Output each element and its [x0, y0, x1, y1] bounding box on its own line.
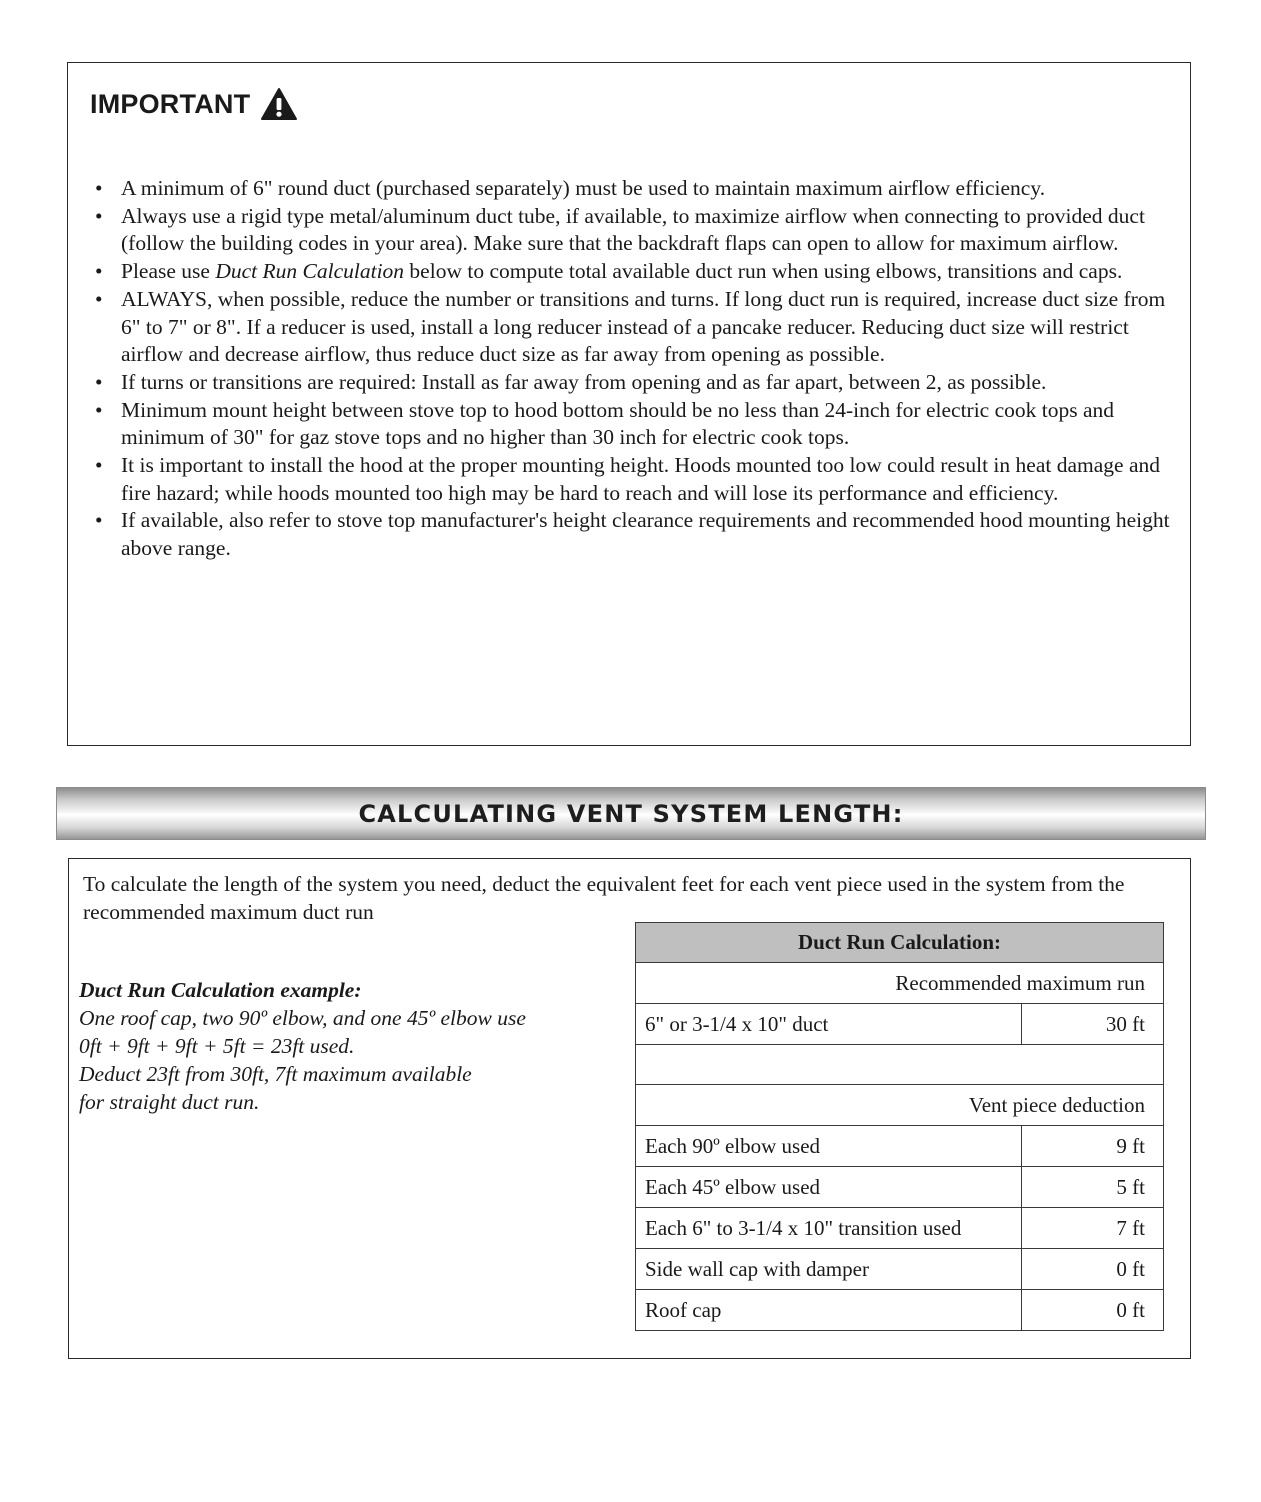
- table-row: [636, 963, 1164, 1004]
- table-row: [636, 1208, 1164, 1249]
- important-item: • If available, also refer to stove top manufacturer's height clearance requirements and recommended hood mounting height above range.: [92, 507, 1172, 562]
- row-label: Each 6" to 3-1/4 x 10" transition used: [636, 1208, 1022, 1249]
- row-value: 7 ft: [1022, 1208, 1164, 1249]
- row-value: 9 ft: [1022, 1126, 1164, 1167]
- duct-run-table: [635, 922, 1164, 1331]
- table-row: [636, 1290, 1164, 1331]
- important-box: [67, 62, 1191, 746]
- warning-icon: [260, 87, 298, 121]
- table-row: [636, 1126, 1164, 1167]
- important-item: • Minimum mount height between stove top to hood bottom should be no less than 24-inch for electric cook tops and minimum of 30" for gaz stove tops and no higher than 30 inch for electric cook tops.: [92, 397, 1172, 452]
- table-header: Duct Run Calculation:: [636, 923, 1164, 963]
- important-item: • If turns or transitions are required: Install as far away from opening and as far apart, between 2, as possible.: [92, 369, 1172, 397]
- important-item: • Always use a rigid type metal/aluminum duct tube, if available, to maximize airflow when connecting to provided duct (follow the building codes in your area). Make sure that the backdraft flaps can open to allow for maximum airflow.: [92, 203, 1172, 258]
- deduction-label: Vent piece deduction: [636, 1085, 1164, 1126]
- row-label: Each 45º elbow used: [636, 1167, 1022, 1208]
- table-row: [636, 1085, 1164, 1126]
- important-list: [92, 175, 1172, 563]
- important-item: [92, 258, 1172, 286]
- row-label: Side wall cap with damper: [636, 1249, 1022, 1290]
- table-header-row: [636, 923, 1164, 963]
- example-line: for straight duct run.: [79, 1090, 260, 1114]
- example-line: One roof cap, two 90º elbow, and one 45º elbow use: [79, 1006, 526, 1030]
- row-label: Roof cap: [636, 1290, 1022, 1331]
- example-line: Deduct 23ft from 30ft, 7ft maximum available: [79, 1062, 472, 1086]
- table-row: [636, 1004, 1164, 1045]
- section-title: CALCULATING VENT SYSTEM LENGTH:: [358, 799, 904, 828]
- table-row: [636, 1249, 1164, 1290]
- calculation-intro: To calculate the length of the system you need, deduct the equivalent feet for each vent piece used in the system from the recommended maximum duct run: [83, 872, 1125, 924]
- duct-label: 6" or 3-1/4 x 10" duct: [636, 1004, 1022, 1045]
- row-label: Each 90º elbow used: [636, 1126, 1022, 1167]
- important-item: • A minimum of 6" round duct (purchased separately) must be used to maintain maximum airflow efficiency.: [92, 175, 1172, 203]
- section-banner: [56, 787, 1206, 840]
- important-heading: [90, 87, 298, 121]
- important-item-text: below to compute total available duct run when using elbows, transitions and caps.: [404, 259, 1123, 284]
- blank-cell: [636, 1045, 1164, 1085]
- important-item: • ALWAYS, when possible, reduce the number or transitions and turns. If long duct run is required, increase duct size from 6" to 7" or 8". If a reducer is used, install a long reducer instead of a pancake reducer. Reducing duct size will restrict airflow and decrease airflow, thus reduce duct size as far away from opening as possible.: [92, 286, 1172, 369]
- row-value: 0 ft: [1022, 1290, 1164, 1331]
- max-run-label: Recommended maximum run: [636, 963, 1164, 1004]
- calculation-box: [68, 858, 1191, 1359]
- table-row: [636, 1167, 1164, 1208]
- example-title: Duct Run Calculation example:: [79, 978, 362, 1002]
- duct-run-calculation-reference: Duct Run Calculation: [215, 259, 405, 284]
- row-value: 0 ft: [1022, 1249, 1164, 1290]
- important-item-text: Please use: [121, 259, 216, 284]
- important-item: • It is important to install the hood at the proper mounting height. Hoods mounted too low could result in heat damage and fire hazard; while hoods mounted too high may be hard to reach and will lose its performance and efficiency.: [92, 452, 1172, 507]
- important-title: IMPORTANT: [90, 88, 251, 119]
- table-row-blank: [636, 1045, 1164, 1085]
- row-value: 5 ft: [1022, 1167, 1164, 1208]
- calculation-example: [79, 976, 619, 1116]
- duct-value: 30 ft: [1022, 1004, 1164, 1045]
- example-line: 0ft + 9ft + 9ft + 5ft = 23ft used.: [79, 1034, 355, 1058]
